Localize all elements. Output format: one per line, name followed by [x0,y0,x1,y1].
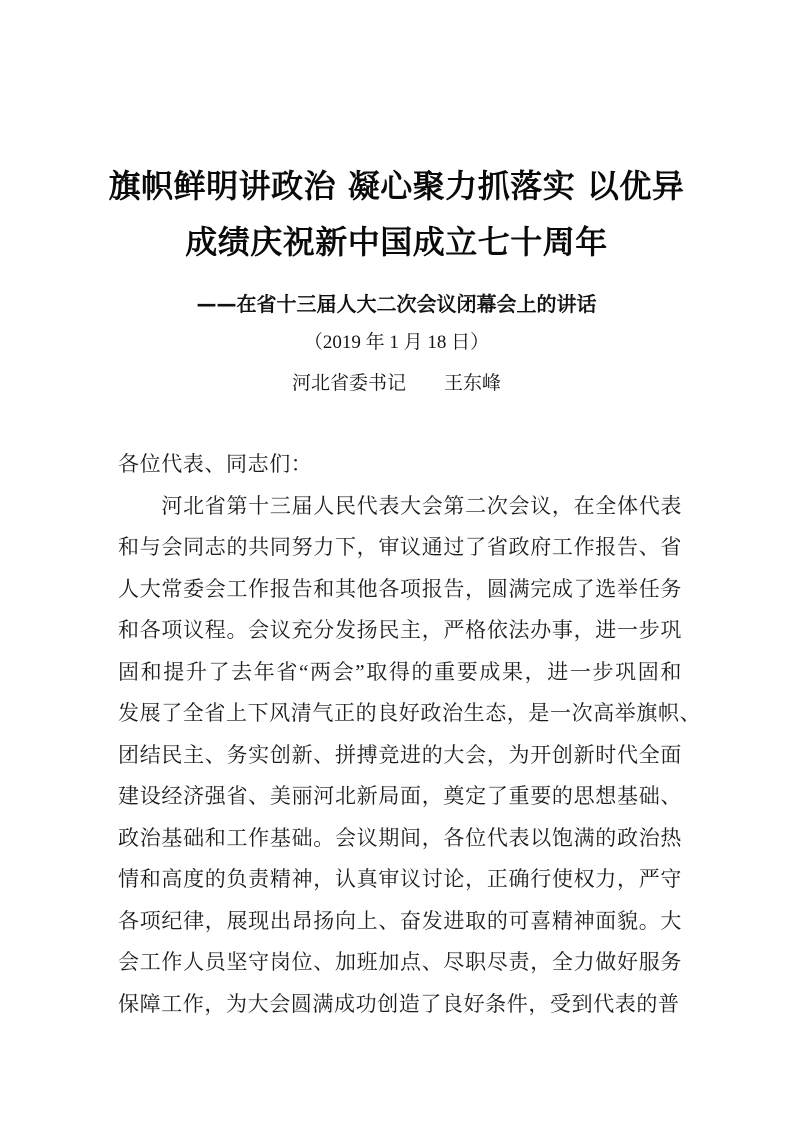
document-body [118,444,702,1025]
salutation-line: 各位代表、同志们： [118,452,313,476]
page-title-line-2: 成绩庆祝新中国成立七十周年 [185,223,608,261]
document-subtitle: ——在省十三届人大二次会议闭幕会上的讲话 [196,292,597,316]
body-line: 和各项议程。会议充分发扬民主，严格依法办事，进一步巩 [118,618,682,642]
body-line: 政治基础和工作基础。会议期间，各位代表以饱满的政治热 [118,825,682,850]
body-line: 河北省第十三届人民代表大会第二次会议，在全体代表 [118,493,682,518]
page-title-line-1: 旗帜鲜明讲政治 凝心聚力抓落实 以优异 [108,167,685,205]
body-line: 各项纪律，展现出昂扬向上、奋发进取的可喜精神面貌。大 [118,908,682,933]
body-line: 人大常委会工作报告和其他各项报告，圆满完成了选举任务 [118,576,682,601]
body-line: 情和高度的负责精神，认真审议讨论，正确行使权力，严守 [118,867,682,891]
body-line: 发展了全省上下风清气正的良好政治生态，是一次高举旗帜、 [118,701,702,725]
document-byline: 河北省委书记 王东峰 [291,373,501,394]
body-line: 会工作人员坚守岗位、加班加点、尽职尽责，全力做好服务 [118,950,682,974]
body-line: 和与会同志的共同努力下，审议通过了省政府工作报告、省 [118,535,682,559]
page-title [96,158,697,270]
body-line: 团结民主、务实创新、拼搏竞进的大会，为开创新时代全面 [118,742,682,767]
body-line: 固和提升了去年省“两会”取得的重要成果，进一步巩固和 [118,659,682,684]
body-line: 建设经济强省、美丽河北新局面，奠定了重要的思想基础、 [118,784,682,808]
body-line: 保障工作，为大会圆满成功创造了良好条件，受到代表的普 [118,991,680,1016]
document-date: （2019 年 1 月 18 日） [303,332,490,353]
